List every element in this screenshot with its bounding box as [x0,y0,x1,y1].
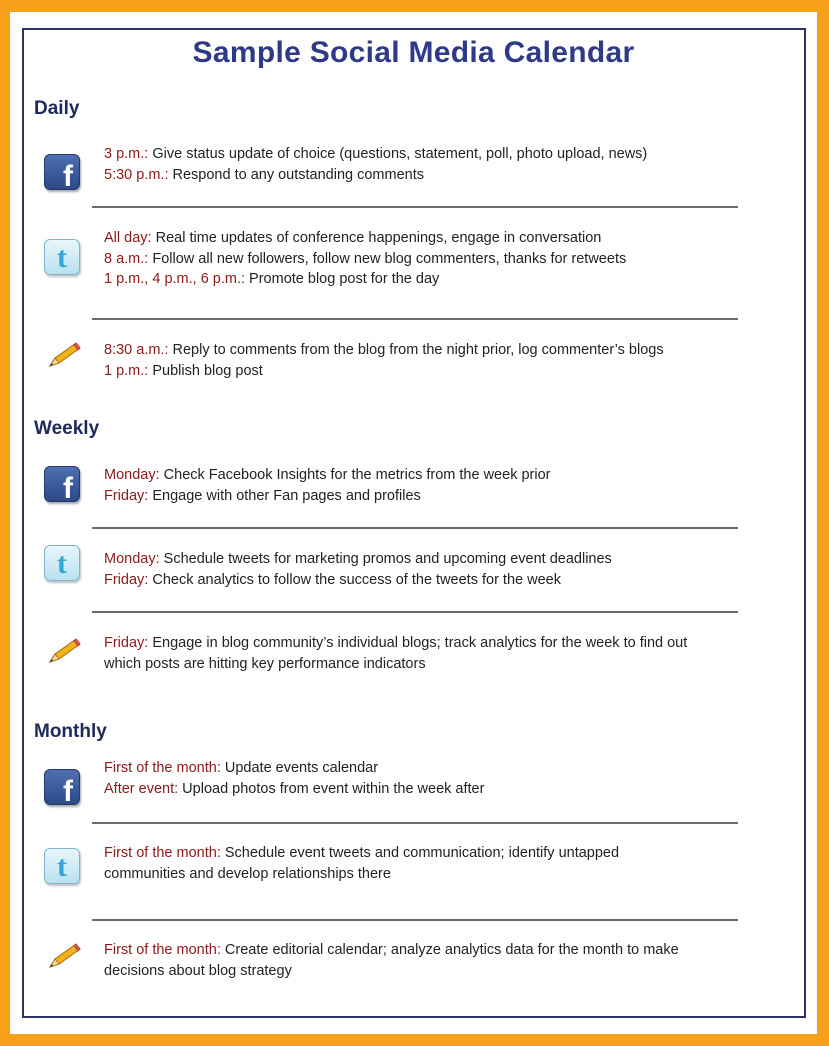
facebook-icon: f [44,154,80,190]
entry-line [104,940,754,961]
time-label: First of the month: [104,942,221,958]
daily-blog-entry [104,340,754,381]
twitter-icon: t [44,848,80,884]
entry-text: Check Facebook Insights for the metrics from the week prior [159,467,551,483]
pencil-icon [46,941,82,971]
time-label: 3 p.m.: [104,146,149,162]
entry-line [104,549,754,570]
entry-text: Engage with other Fan pages and profiles [148,487,421,504]
page-title: Sample Social Media Calendar [192,36,635,69]
pencil-icon [46,636,82,666]
monthly-facebook-entry [104,758,754,799]
entry-text: Give status update of choice (questions, statement, poll, photo upload, news) [148,146,648,162]
time-label: 8 a.m.: [104,250,149,267]
entry-line [104,269,754,290]
divider [92,206,738,208]
entry-text: Publish blog post [148,362,263,379]
twitter-icon: t [44,239,80,275]
divider [92,527,738,529]
entry-text: Upload photos from event within the week after [178,780,485,797]
entry-text: Real time updates of conference happenings, engage in conversation [151,230,602,246]
time-label: Friday: [104,571,149,588]
time-label: 1 p.m.: [104,362,149,379]
time-label: All day: [104,230,152,246]
entry-line [104,465,754,486]
divider [92,822,738,824]
section-heading-monthly: Monthly [34,721,107,742]
entry-line [104,758,754,779]
time-label: Monday: [104,551,160,567]
entry-line [104,361,754,382]
time-label: 1 p.m., 4 p.m., 6 p.m.: [104,271,246,287]
facebook-icon: f [44,466,80,502]
weekly-facebook-entry [104,465,754,506]
entry-text: Promote blog post for the day [245,271,440,287]
time-label: Monday: [104,467,160,483]
entry-line [104,228,754,249]
weekly-twitter-entry [104,549,754,590]
entry-text: Reply to comments from the blog from the night prior, log commenter’s blogs [168,342,664,358]
entry-text: Update events calendar [220,760,379,776]
pencil-icon [46,340,82,370]
calendar-page [10,12,817,1034]
daily-twitter-entry [104,228,754,290]
weekly-blog-entry [104,633,754,674]
entry-text: Follow all new followers, follow new blog commenters, thanks for retweets [148,250,627,267]
entry-line [104,340,754,361]
entry-text: Respond to any outstanding comments [168,166,424,183]
monthly-twitter-entry [104,843,754,884]
entry-text: decisions about blog strategy [104,962,292,979]
time-label: Friday: [104,487,149,504]
entry-text: communities and develop relationships there [104,865,391,882]
time-label: 8:30 a.m.: [104,342,169,358]
entry-line [104,486,754,507]
time-label: First of the month: [104,845,221,861]
time-label: Friday: [104,635,149,651]
section-heading-daily: Daily [34,98,80,119]
divider [92,318,738,320]
entry-text: Schedule event tweets and communication; identify untapped [220,845,620,861]
facebook-icon: f [44,769,80,805]
time-label: After event: [104,780,179,797]
entry-line [104,165,754,186]
daily-facebook-entry [104,144,754,185]
divider [92,919,738,921]
time-label: 5:30 p.m.: [104,166,169,183]
entry-text: Check analytics to follow the success of the tweets for the week [148,571,561,588]
entry-line [104,654,754,675]
section-heading-weekly: Weekly [34,418,100,439]
entry-line [104,144,754,165]
monthly-blog-entry [104,940,754,981]
entry-line [104,864,754,885]
entry-line [104,779,754,800]
time-label: First of the month: [104,760,221,776]
twitter-icon: t [44,545,80,581]
entry-text: Engage in blog community’s individual blogs; track analytics for the week to find out [148,635,688,651]
entry-line [104,570,754,591]
entry-line [104,633,754,654]
entry-line [104,249,754,270]
entry-text: Schedule tweets for marketing promos and upcoming event deadlines [159,551,612,567]
entry-line [104,961,754,982]
entry-line [104,843,754,864]
entry-text: Create editorial calendar; analyze analytics data for the month to make [220,942,679,958]
divider [92,611,738,613]
entry-text: which posts are hitting key performance indicators [104,655,426,672]
